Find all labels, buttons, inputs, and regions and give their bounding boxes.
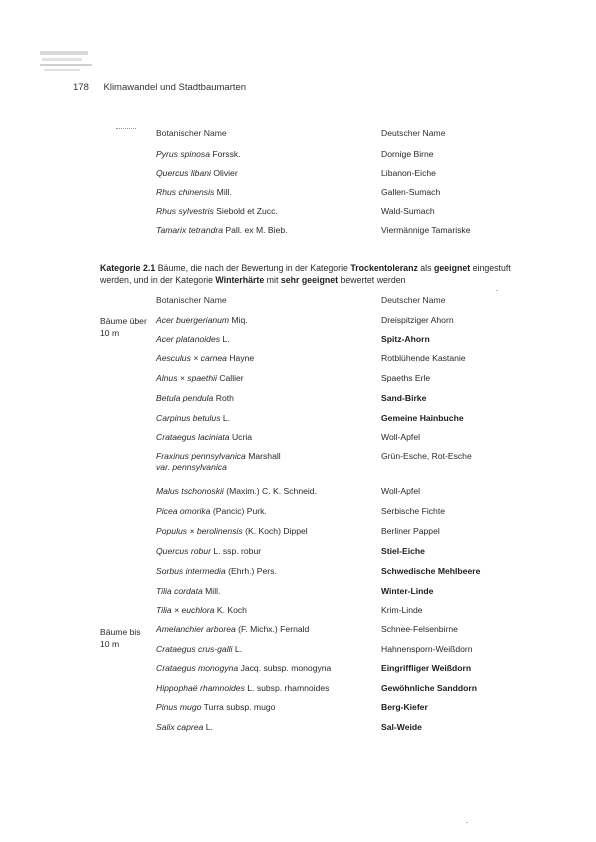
species-name: Populus × berolinensis [156,526,243,536]
species-author: Forssk. [212,149,241,159]
botanical-name [156,605,371,616]
german-name: Woll-Apfel [381,486,421,496]
botanical-name [156,624,371,635]
category-term: geeignet [433,263,471,273]
german-name: Sal-Weide [381,722,422,732]
botanical-name [156,432,371,443]
german-name: Gemeine Hainbuche [381,413,464,423]
running-title: Klimawandel und Stadtbaumarten [103,82,247,93]
species-name: Aesculus × carnea [156,353,227,363]
botanical-name [156,206,371,217]
species-name: Pyrus spinosa [156,149,210,159]
german-name: Hahnensporn-Weißdorn [381,644,473,654]
species-author: L. subsp. rhamnoides [247,683,330,693]
species-name: Crataegus laciniata [156,432,230,442]
botanical-name [156,586,371,597]
species-author: Miq. [231,315,248,325]
species-author: Hayne [229,353,255,363]
botanical-name [156,187,371,198]
botanical-name [156,663,371,674]
botanical-name [156,315,371,326]
botanical-name [156,393,371,404]
category-heading [100,262,530,286]
species-author: Roth [215,393,234,403]
botanical-name [156,722,371,733]
botanical-name [156,644,371,655]
category-text: Bäume, die nach der Bewertung in der Kategorie [155,263,351,273]
table2-col-german: Deutscher Name [381,295,446,305]
species-author: L. [222,413,231,423]
german-name: Stiel-Eiche [381,546,425,556]
botanical-name [156,566,371,577]
botanical-name [156,546,371,557]
german-name: Rotblühende Kastanie [381,353,466,363]
botanical-name [156,451,371,473]
species-author: (Maxim.) C. K. Schneid. [226,486,317,496]
species-author: L. [234,644,242,654]
species-author: Jacq. subsp. monogyna [240,663,332,673]
species-author: Ucria [231,432,253,442]
german-name: Libanon-Eiche [381,168,436,178]
category-term: Winterhärte [215,275,265,285]
species-author: (K. Koch) Dippel [245,526,308,536]
german-name: Winter-Linde [381,586,434,596]
german-name: Gewöhnliche Sanddorn [381,683,477,693]
botanical-name [156,334,371,345]
german-name: Grün-Esche, Rot-Esche [381,451,472,461]
species-author: L. [205,722,213,732]
species-author: Marshall [248,451,281,461]
species-name: Tilia cordata [156,586,203,596]
botanical-name [156,168,371,179]
scan-speck [466,822,468,823]
species-author: Mill. [205,586,221,596]
species-name: Quercus libani [156,168,211,178]
botanical-name [156,486,371,497]
german-name: Woll-Apfel [381,432,421,442]
botanical-name [156,353,371,364]
species-name: Crataegus crus-galli [156,644,233,654]
running-header [73,82,246,93]
botanical-name [156,506,371,517]
library-stamp-logo [38,48,94,76]
botanical-name [156,149,371,160]
species-author: Mill. [216,187,232,197]
german-name: Eingriffliger Weißdorn [381,663,472,673]
german-name: Serbische Fichte [381,506,446,516]
table1-col-botanical: Botanischer Name [156,128,227,138]
species-name: Rhus sylvestris [156,206,214,216]
botanical-name [156,683,371,694]
german-name: Spitz-Ahorn [381,334,430,344]
species-name: Tamarix tetrandra [156,225,224,235]
species-author: Olivier [213,168,238,178]
botanical-name [156,413,371,424]
german-name: Berg-Kiefer [381,702,428,712]
species-name: Picea omorika [156,506,211,516]
category-text: als [417,263,434,273]
german-name: Wald-Sumach [381,206,435,216]
german-name: Krim-Linde [381,605,423,615]
page-number: 178 [73,82,89,93]
species-author: Pall. ex M. Bieb. [225,225,288,235]
german-name: Viermännige Tamariske [381,225,471,235]
species-name: Fraxinus pennsylvanica [156,451,246,461]
botanical-name [156,702,371,713]
species-name: Betula pendula [156,393,214,403]
species-author: L. [222,334,230,344]
botanical-name [156,373,371,384]
species-author: (Pancic) Purk. [212,506,267,516]
species-name: Quercus robur [156,546,211,556]
continuation-mark [116,128,136,130]
species-author: (F. Michx.) Fernald [238,624,310,634]
scan-speck [496,290,498,291]
species-name: Acer buergerianum [156,315,230,325]
species-name: Rhus chinensis [156,187,215,197]
german-name: Sand-Birke [381,393,427,403]
species-variety: var. pennsylvanica [156,462,227,472]
species-name: Pinus mugo [156,702,202,712]
species-name: Tilia × euchlora [156,605,215,615]
species-author: (Ehrh.) Pers. [228,566,277,576]
species-author: L. ssp. robur [213,546,262,556]
category-text: eingestuft werden, und in der Kategorie [100,263,511,285]
category-term: Trockentoleranz [350,263,418,273]
table1-col-german: Deutscher Name [381,128,446,138]
species-name: Carpinus betulus [156,413,221,423]
species-name: Hippophaë rhamnoides [156,683,245,693]
table2-col-botanical: Botanischer Name [156,295,227,305]
german-name: Dornige Birne [381,149,434,159]
category-text: mit [264,275,281,285]
species-name: Malus tschonoskii [156,486,224,496]
german-name: Gallen-Sumach [381,187,441,197]
category-text: bewertet werden [338,275,406,285]
species-name: Crataegus monogyna [156,663,239,673]
german-name: Schwedische Mehlbeere [381,566,481,576]
category-label: Kategorie 2.1 [100,263,156,273]
botanical-name [156,225,371,236]
german-name: Dreispitziger Ahorn [381,315,454,325]
species-author: Callier [219,373,244,383]
species-author: Siebold et Zucc. [216,206,278,216]
category-term: sehr geeignet [280,275,339,285]
german-name: Spaeths Erle [381,373,431,383]
species-name: Sorbus intermedia [156,566,226,576]
group-label-over-10m: Bäume über 10 m [100,316,147,338]
german-name: Schnee-Felsenbirne [381,624,458,634]
species-name: Alnus × spaethii [156,373,217,383]
species-author: K. Koch [216,605,247,615]
botanical-name [156,526,371,537]
species-name: Acer platanoides [156,334,221,344]
group-label-up-to-10m: Bäume bis 10 m [100,627,141,649]
german-name: Berliner Pappel [381,526,440,536]
species-name: Amelanchier arborea [156,624,236,634]
species-author: Turra subsp. mugo [203,702,276,712]
species-name: Salix caprea [156,722,204,732]
